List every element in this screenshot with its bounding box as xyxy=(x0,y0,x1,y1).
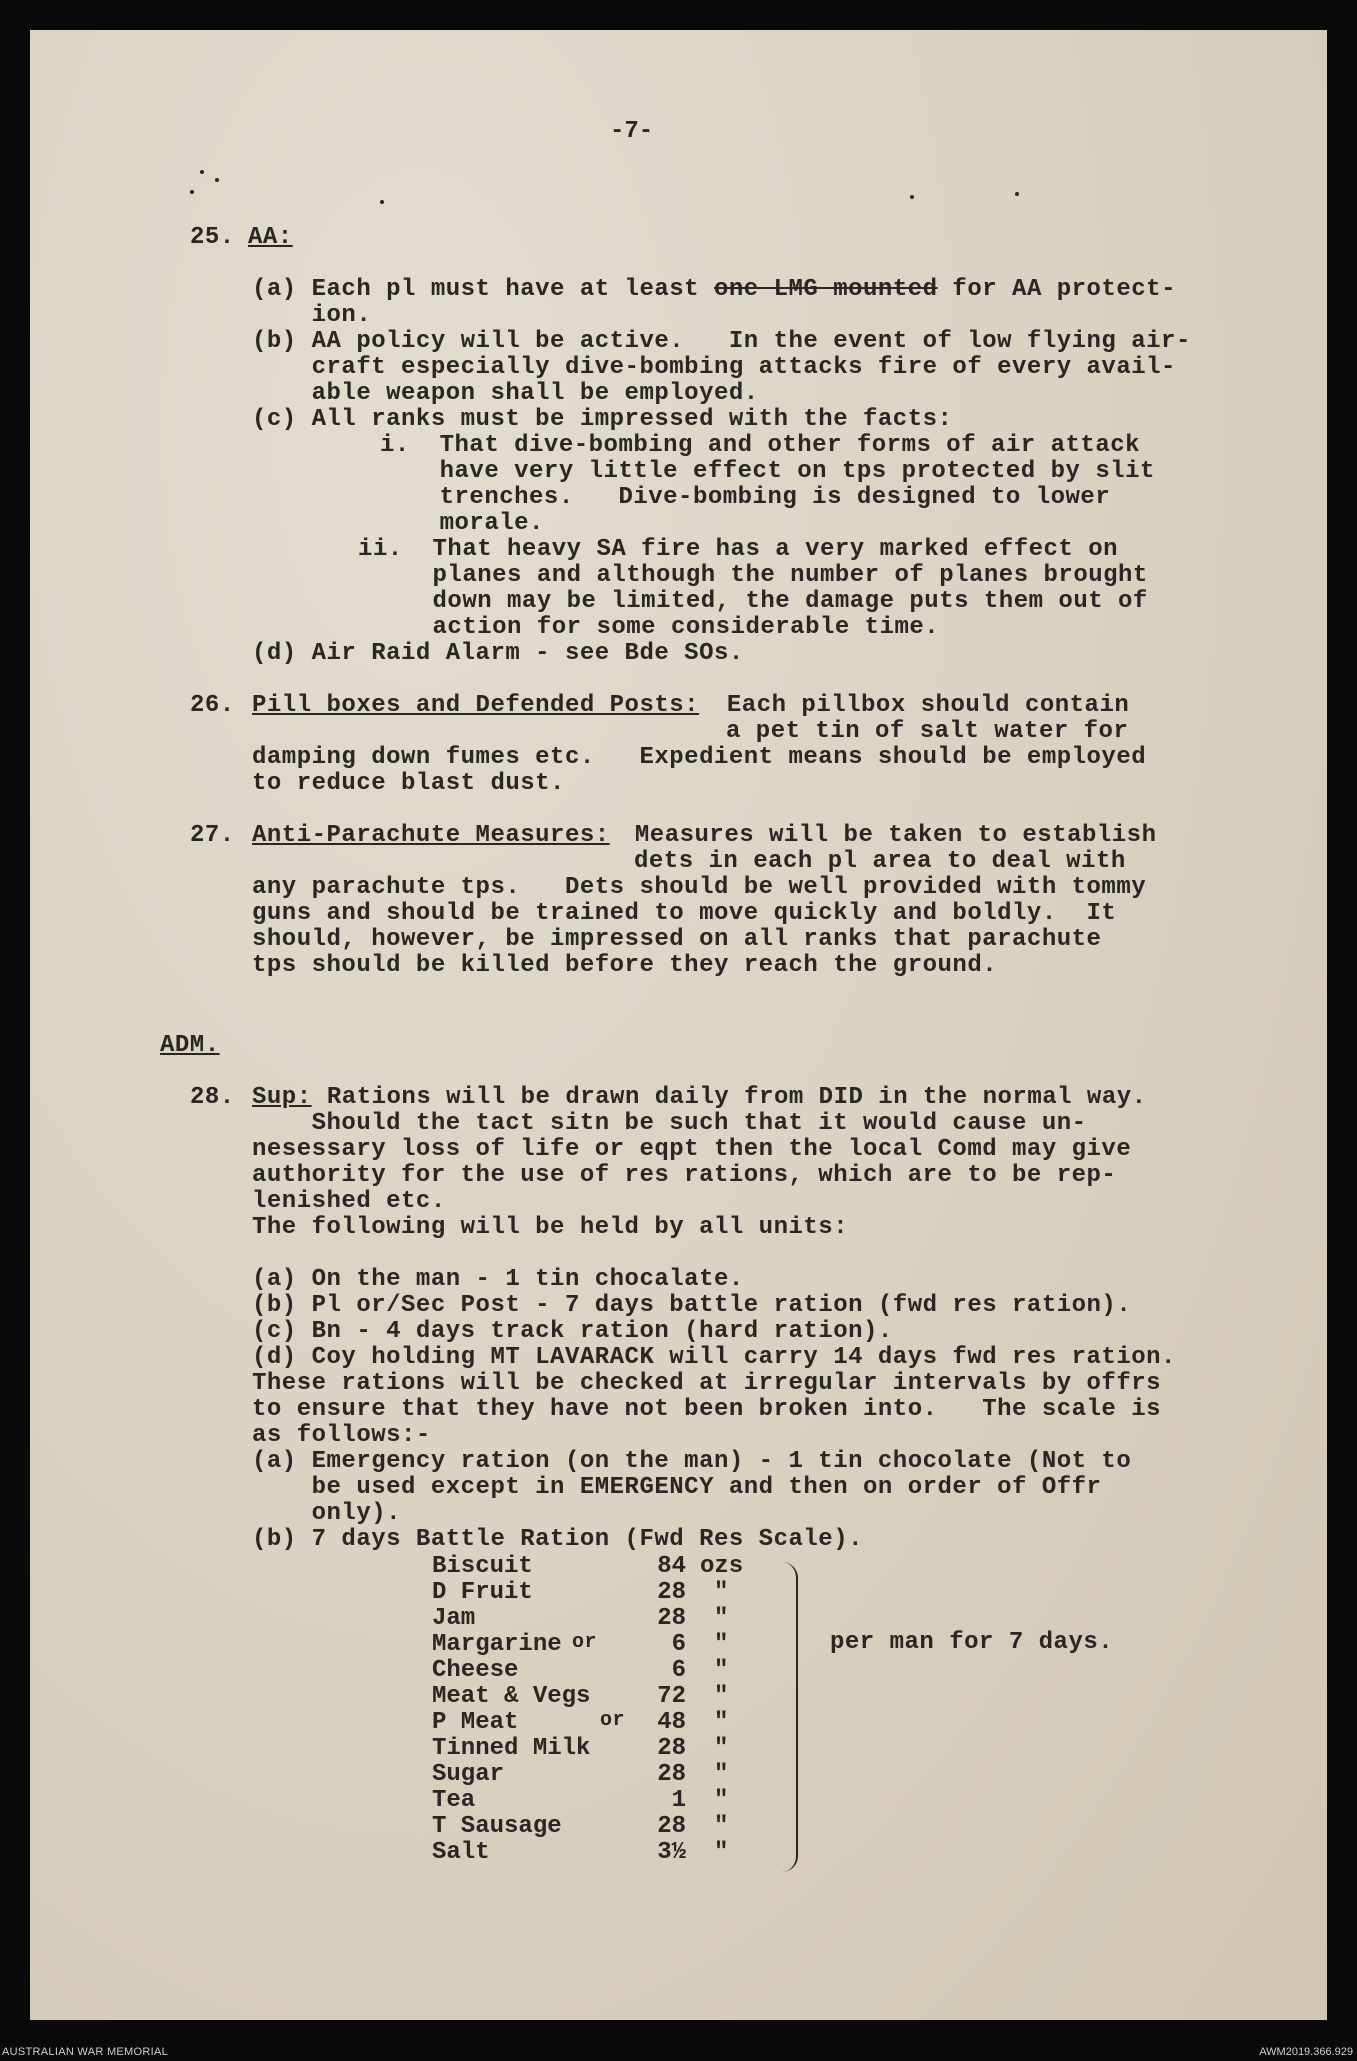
ration-unit: " xyxy=(714,1813,729,1840)
section-25-c-i-line1: i. That dive-bombing and other forms of air attack xyxy=(380,432,1141,459)
section-25-b-line2: craft especially dive-bombing attacks fire of every avail- xyxy=(252,354,1176,381)
section-28-line2: Should the tact sitn be such that it would cause un- xyxy=(252,1110,1087,1137)
section-28-line9: as follows:- xyxy=(252,1422,431,1449)
ration-unit: " xyxy=(714,1839,729,1866)
section-27-line3: any parachute tps. Dets should be well provided with tommy xyxy=(252,874,1147,901)
ration-item: Meat & Vegs xyxy=(432,1683,591,1710)
ration-item: Salt xyxy=(432,1839,490,1866)
section-28-line1: Rations will be drawn daily from DID in the normal way. xyxy=(312,1084,1147,1111)
section-27-number: 27. xyxy=(190,822,235,849)
ration-item: Jam xyxy=(432,1605,476,1632)
ration-unit: " xyxy=(714,1787,729,1814)
section-25-c-i-line2: have very little effect on tps protected by slit xyxy=(380,458,1155,485)
ration-qty: 6 xyxy=(671,1657,686,1684)
document-page xyxy=(30,30,1327,2020)
ration-qty: 1 xyxy=(671,1787,686,1814)
ration-qty: 28 xyxy=(657,1813,686,1840)
section-25-c-ii-line1: ii. That heavy SA fire has a very marked effect on xyxy=(358,536,1119,563)
ration-item: Tinned Milk xyxy=(432,1735,591,1762)
speck xyxy=(380,200,384,204)
adm-heading: ADM. xyxy=(160,1032,220,1059)
section-28-line6: The following will be held by all units: xyxy=(252,1214,849,1241)
section-26-title: Pill boxes and Defended Posts: xyxy=(252,692,700,719)
or-label-2: or xyxy=(600,1709,626,1732)
ration-item: P Meat xyxy=(432,1709,519,1736)
per-man-note: per man for 7 days. xyxy=(830,1629,1114,1656)
ration-unit: " xyxy=(714,1605,729,1632)
section-26-line3: damping down fumes etc. Expedient means should be employed xyxy=(252,744,1147,771)
ration-item: Sugar xyxy=(432,1761,505,1788)
section-28-line8: to ensure that they have not been broken into. The scale is xyxy=(252,1396,1162,1423)
section-28-e-line1: (a) Emergency ration (on the man) - 1 tin chocolate (Not to xyxy=(252,1448,1132,1475)
ration-qty: 6 xyxy=(671,1631,686,1658)
ration-qty: 72 xyxy=(657,1683,686,1710)
section-28-title: Sup: xyxy=(252,1084,312,1111)
ration-unit: " xyxy=(714,1761,729,1788)
section-26-line4: to reduce blast dust. xyxy=(252,770,565,797)
speck xyxy=(200,170,204,174)
section-28-b: (b) Pl or/Sec Post - 7 days battle ration (fwd res ration). xyxy=(252,1292,1132,1319)
section-28-a: (a) On the man - 1 tin chocalate. xyxy=(252,1266,744,1293)
speck xyxy=(215,178,219,182)
section-25-c-i-line4: morale. xyxy=(380,510,544,537)
section-25-d-line1: (d) Air Raid Alarm - see Bde SOs. xyxy=(252,640,744,667)
ration-item: Cheese xyxy=(432,1657,519,1684)
ration-qty: 28 xyxy=(657,1761,686,1788)
ration-item: Biscuit xyxy=(432,1553,533,1580)
section-25-c-i-line3: trenches. Dive-bombing is designed to lower xyxy=(380,484,1111,511)
section-28-e-line3: only). xyxy=(252,1500,402,1527)
ration-item: Margarine xyxy=(432,1631,562,1658)
section-28-line4: authority for the use of res rations, which are to be rep- xyxy=(252,1162,1117,1189)
ration-item: D Fruit xyxy=(432,1579,533,1606)
text-span: (a) Each pl must have at least xyxy=(252,276,714,303)
section-25-title: AA: xyxy=(248,224,293,251)
section-28-line3: nesessary loss of life or eqpt then the local Comd may give xyxy=(252,1136,1132,1163)
ration-unit: ozs xyxy=(700,1553,744,1580)
section-25-c-ii-line2: planes and although the number of planes brought xyxy=(358,562,1148,589)
speck xyxy=(1015,192,1019,196)
section-28-c: (c) Bn - 4 days track ration (hard ration). xyxy=(252,1318,893,1345)
section-27-line2: dets in each pl area to deal with xyxy=(634,848,1126,875)
section-25-number: 25. xyxy=(190,224,235,251)
section-27-line1: Measures will be taken to establish xyxy=(620,822,1157,849)
ration-qty: 48 xyxy=(657,1709,686,1736)
ration-unit: " xyxy=(714,1709,729,1736)
ration-unit: " xyxy=(714,1735,729,1762)
section-26-line2: a pet tin of salt water for xyxy=(726,718,1129,745)
section-25-c-ii-line3: down may be limited, the damage puts them out of xyxy=(358,588,1148,615)
ration-unit: " xyxy=(714,1657,729,1684)
text-span: for AA protect- xyxy=(937,276,1176,303)
section-26-number: 26. xyxy=(190,692,235,719)
ration-qty: 84 xyxy=(657,1553,686,1580)
section-27-line6: tps should be killed before they reach the ground. xyxy=(252,952,998,979)
ration-unit: " xyxy=(714,1683,729,1710)
section-25-a-line2: ion. xyxy=(252,302,372,329)
section-28-number: 28. xyxy=(190,1084,235,1111)
section-28-e-line2: be used except in EMERGENCY and then on order of Offr xyxy=(252,1474,1102,1501)
ration-brace xyxy=(782,1562,798,1872)
section-28-line7: These rations will be checked at irregular intervals by offrs xyxy=(252,1370,1162,1397)
ration-item: Tea xyxy=(432,1787,476,1814)
speck xyxy=(910,195,914,199)
section-25-b-line3: able weapon shall be employed. xyxy=(252,380,759,407)
section-25-b-line1: (b) AA policy will be active. In the event of low flying air- xyxy=(252,328,1191,355)
ration-unit: " xyxy=(714,1631,729,1658)
ration-qty: 28 xyxy=(657,1605,686,1632)
footer-attribution: AUSTRALIAN WAR MEMORIAL xyxy=(2,2046,169,2058)
section-25-c-ii-line4: action for some considerable time. xyxy=(358,614,940,641)
ration-unit: " xyxy=(714,1579,729,1606)
section-27-title: Anti-Parachute Measures: xyxy=(252,822,610,849)
page-number: -7- xyxy=(610,118,654,145)
struck-text: one LMG mounted xyxy=(713,276,938,303)
section-27-line4: guns and should be trained to move quickly and boldly. It xyxy=(252,900,1117,927)
section-27-line5: should, however, be impressed on all ranks that parachute xyxy=(252,926,1102,953)
section-25-a-line1 xyxy=(252,277,1176,303)
ration-qty: 28 xyxy=(657,1579,686,1606)
footer-catalogue-id: AWM2019.366.929 xyxy=(1259,2046,1353,2058)
speck xyxy=(190,190,194,194)
section-28-f-line1: (b) 7 days Battle Ration (Fwd Res Scale). xyxy=(252,1526,863,1553)
ration-qty: 28 xyxy=(657,1735,686,1762)
ration-item: T Sausage xyxy=(432,1813,562,1840)
ration-qty: 3½ xyxy=(657,1839,686,1866)
or-label-1: or xyxy=(572,1631,598,1654)
section-28-d: (d) Coy holding MT LAVARACK will carry 14 days fwd res ration. xyxy=(252,1344,1176,1371)
section-28-line5: lenished etc. xyxy=(252,1188,446,1215)
section-26-line1: Each pillbox should contain xyxy=(712,692,1130,719)
section-25-c-line1: (c) All ranks must be impressed with the facts: xyxy=(252,406,953,433)
